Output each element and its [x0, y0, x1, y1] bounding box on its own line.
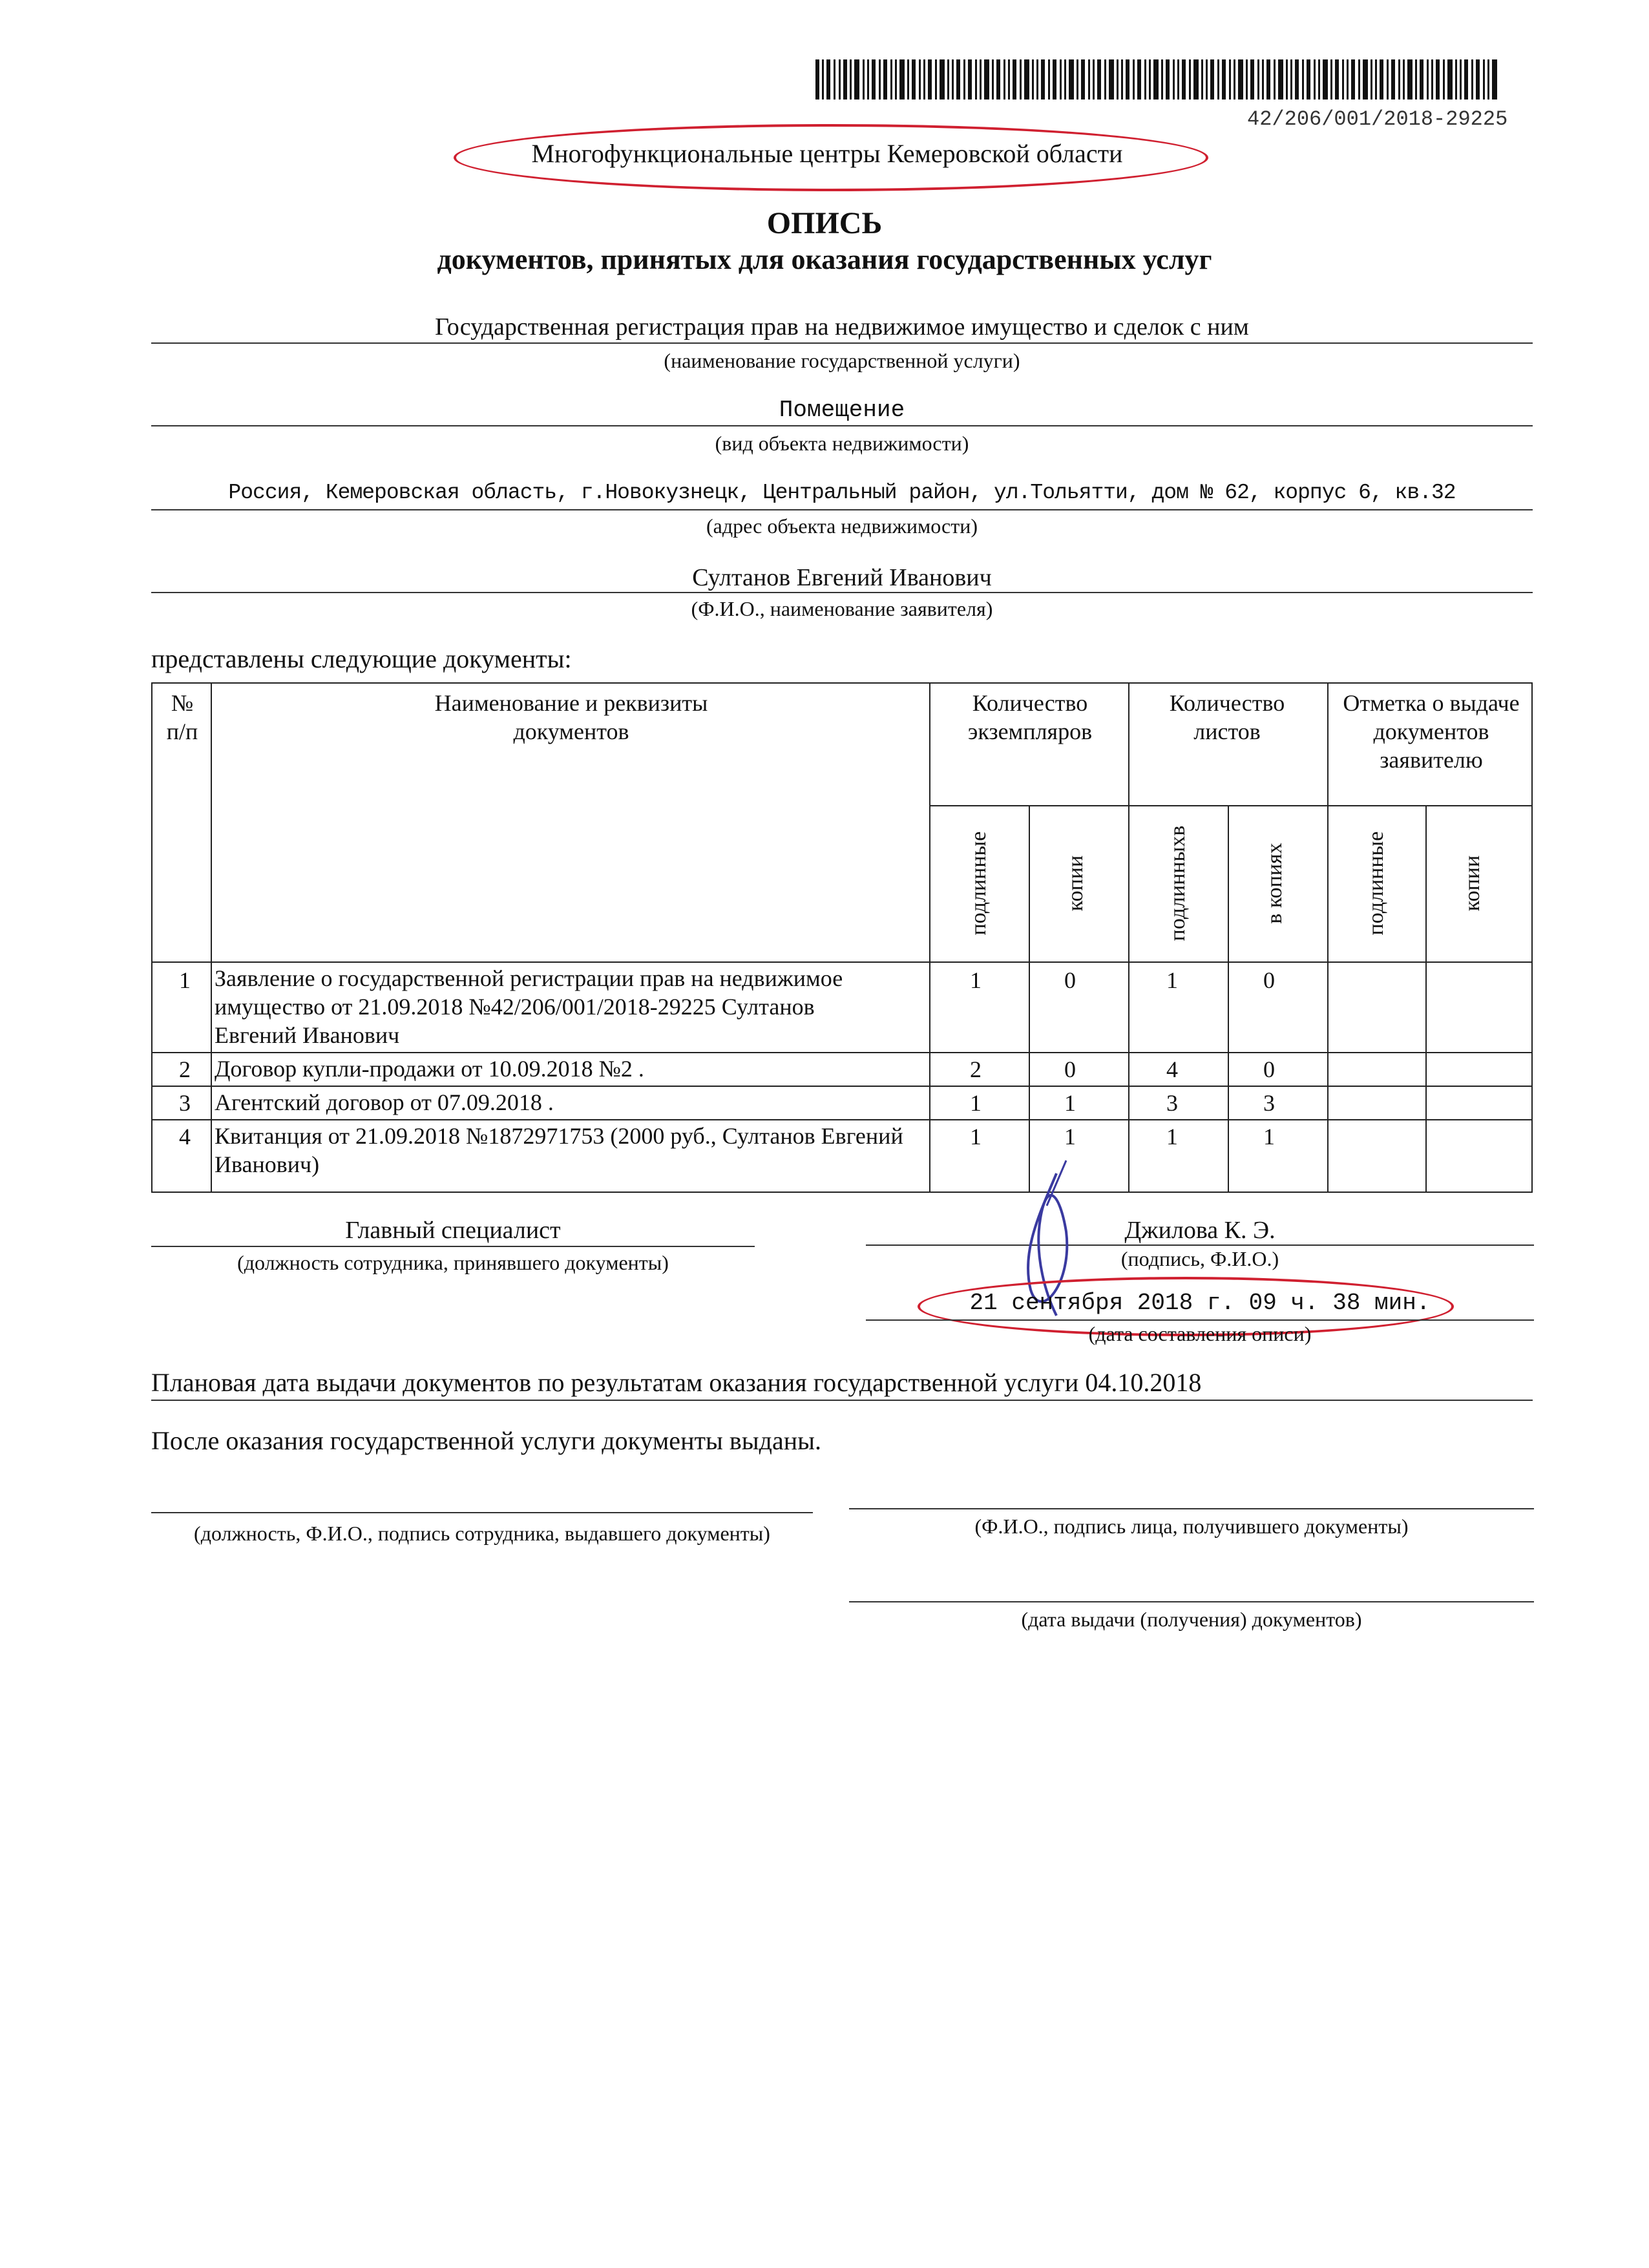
row-1-orig: 1: [970, 967, 982, 993]
issuer-caption: (должность, Ф.И.О., подпись сотрудника, выдавшего документы): [194, 1522, 770, 1545]
issue-date-caption: (дата выдачи (получения) документов): [1021, 1608, 1362, 1631]
applicant-line: [151, 592, 1533, 593]
row-4-sheets-copies: 1: [1263, 1124, 1275, 1150]
row-2-copies: 0: [1064, 1056, 1076, 1082]
row-1-sheets-copies: 0: [1263, 967, 1275, 993]
accepting-name: Джилова К. Э.: [1124, 1217, 1276, 1244]
barcode: [815, 59, 1502, 100]
documents-table: [151, 682, 1533, 1193]
after-service-text: После оказания государственной услуги документы выданы.: [151, 1426, 821, 1455]
row-4-num: 4: [179, 1124, 191, 1150]
receiver-line: [849, 1508, 1534, 1509]
page-subtitle: документов, принятых для оказания государственных услуг: [437, 244, 1212, 275]
row-4-name: Квитанция от 21.09.2018 №1872971753 (2000 руб., Султанов Евгений Иванович): [215, 1123, 903, 1177]
address-caption: (адрес объекта недвижимости): [706, 514, 978, 538]
header-copies-count: Количество экземпляров: [967, 690, 1093, 744]
header-num: № п/п: [166, 690, 198, 744]
row-1-num: 1: [179, 967, 191, 993]
row-3-sheets-orig: 3: [1166, 1090, 1178, 1116]
org-name: Многофункциональные центры Кемеровской области: [531, 139, 1123, 168]
accepting-position: Главный специалист: [345, 1217, 561, 1244]
row-2-orig: 2: [970, 1056, 982, 1082]
object-address: Россия, Кемеровская область, г.Новокузнецк, Центральный район, ул.Тольятти, дом № 62, корпус 6, кв.32: [228, 481, 1456, 505]
planned-date: Плановая дата выдачи документов по результатам оказания государственной услуги 04.10.2018: [151, 1368, 1202, 1397]
row-4-orig: 1: [970, 1124, 982, 1150]
compilation-date-line: [866, 1319, 1534, 1321]
row-2-sheets-copies: 0: [1263, 1056, 1275, 1082]
page-title: ОПИСЬ: [766, 206, 883, 240]
subheader-copies: копии: [1064, 855, 1087, 912]
object-type-caption: (вид объекта недвижимости): [715, 432, 969, 455]
object-type: Помещение: [779, 397, 905, 423]
row-1-sheets-orig: 1: [1166, 967, 1178, 993]
accepting-position-caption: (должность сотрудника, принявшего документы): [237, 1251, 669, 1274]
barcode-number: 42/206/001/2018-29225: [1247, 107, 1508, 131]
org-name-highlight: [454, 124, 1208, 191]
row-2-name: Договор купли-продажи от 10.09.2018 №2 .: [215, 1056, 644, 1082]
compilation-date: 21 сентября 2018 г. 09 ч. 38 мин.: [969, 1290, 1431, 1316]
header-name: Наименование и реквизиты документов: [434, 690, 708, 744]
row-1-name: Заявление о государственной регистрации прав на недвижимое имущество от 21.09.2018 №42/206/001/2018-29225 Султанов Евгений Иванович: [215, 965, 843, 1048]
service-caption: (наименование государственной услуги): [664, 349, 1020, 372]
row-3-copies: 1: [1064, 1090, 1076, 1116]
row-3-sheets-copies: 3: [1263, 1090, 1275, 1116]
header-sheets-count: Количество листов: [1169, 690, 1285, 744]
accepting-name-caption: (подпись, Ф.И.О.): [1120, 1247, 1279, 1270]
subheader-sheets-copies: в копиях: [1263, 843, 1287, 924]
issue-date-line: [849, 1601, 1534, 1602]
service-line: [151, 342, 1533, 344]
row-4-sheets-orig: 1: [1166, 1124, 1178, 1150]
object-type-line: [151, 425, 1533, 426]
accepting-position-line: [151, 1246, 755, 1247]
subheader-issued-originals: подлинные: [1364, 831, 1388, 936]
applicant-caption: (Ф.И.О., наименование заявителя): [691, 597, 993, 620]
row-3-name: Агентский договор от 07.09.2018 .: [215, 1089, 554, 1115]
intro-text: представлены следующие документы:: [151, 644, 572, 673]
accepting-name-line: [866, 1244, 1534, 1246]
row-2-num: 2: [179, 1056, 191, 1082]
row-2-sheets-orig: 4: [1166, 1056, 1178, 1082]
subheader-originals: подлинные: [967, 831, 991, 936]
address-line: [151, 509, 1533, 510]
header-issue-mark: Отметка о выдаче документов заявителю: [1343, 690, 1520, 773]
subheader-sheets-originals: подлинныхв: [1166, 825, 1190, 941]
receiver-caption: (Ф.И.О., подпись лица, получившего документы): [974, 1515, 1409, 1538]
row-3-num: 3: [179, 1090, 191, 1116]
compilation-date-caption: (дата составления описи): [1088, 1322, 1312, 1345]
service-name: Государственная регистрация прав на недвижимое имущество и сделок с ним: [435, 313, 1249, 341]
row-1-copies: 0: [1064, 967, 1076, 993]
applicant-name: Султанов Евгений Иванович: [692, 564, 992, 591]
issuer-line: [151, 1512, 813, 1513]
row-4-copies: 1: [1064, 1124, 1076, 1150]
subheader-issued-copies: копии: [1460, 855, 1484, 912]
planned-date-line: [151, 1400, 1533, 1401]
row-3-orig: 1: [970, 1090, 982, 1116]
